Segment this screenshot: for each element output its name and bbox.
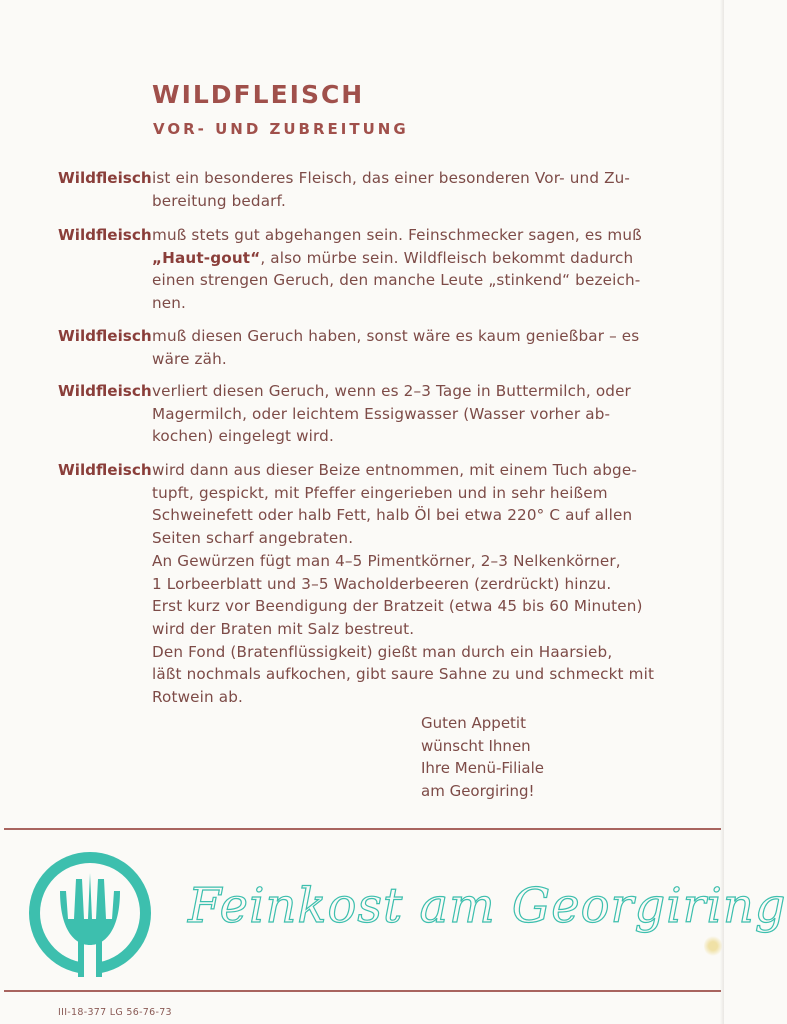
paragraph-4: [58, 380, 668, 448]
print-code: III-18-377 LG 56-76-73: [58, 1007, 172, 1018]
greeting-line: am Georgiring!: [421, 781, 535, 800]
paragraph-body: [152, 224, 668, 315]
paragraph-body: [152, 325, 668, 370]
text-line: [152, 247, 668, 270]
page-subtitle: VOR- UND ZUBREITUNG: [153, 120, 409, 138]
text-line: An Gewürzen fügt man 4–5 Pimentkörner, 2–3 Nelkenkörner,: [152, 551, 621, 570]
footer-top-rule: [4, 828, 721, 830]
text-line: wäre zäh.: [152, 349, 227, 368]
brand-text-part: Feinkost am: [188, 878, 512, 934]
brand-text-part: Georgiring: [511, 878, 787, 934]
text-fragment: , also mürbe sein. Wildfleisch bekommt dadurch: [260, 248, 634, 267]
text-line: wird der Braten mit Salz bestreut.: [152, 619, 415, 638]
greeting-line: Guten Appetit: [421, 714, 526, 732]
text-line: Magermilch, oder leichtem Essigwasser (Wasser vorher ab-: [152, 404, 611, 423]
paragraph-body: [152, 167, 668, 212]
paragraph-lead: Wildfleisch: [58, 169, 152, 187]
fork-in-circle-icon: [26, 849, 154, 977]
paragraph-lead: Wildfleisch: [58, 327, 152, 345]
text-line: einen strengen Geruch, den manche Leute „stinkend“ bezeich-: [152, 271, 641, 290]
paragraph-3: [58, 325, 668, 370]
greeting-line: wünscht Ihnen: [421, 736, 531, 755]
paragraph-body: [152, 380, 668, 448]
page-title: WILDFLEISCH: [152, 80, 365, 109]
paragraph-body: [152, 459, 668, 709]
text-line: Den Fond (Bratenflüssigkeit) gießt man durch ein Haarsieb,: [152, 642, 613, 661]
text-line: tupft, gespickt, mit Pfeffer eingerieben und in sehr heißem: [152, 483, 608, 502]
paper-stain: [704, 935, 722, 957]
text-line: Rotwein ab.: [152, 688, 243, 707]
footer-bottom-rule: [4, 990, 721, 992]
paragraph-lead: Wildfleisch: [58, 382, 152, 400]
text-line: bereitung bedarf.: [152, 191, 286, 210]
paragraph-lead: Wildfleisch: [58, 226, 152, 244]
text-line: Erst kurz vor Beendigung der Bratzeit (etwa 45 bis 60 Minuten): [152, 597, 643, 616]
text-line: kochen) eingelegt wird.: [152, 427, 334, 446]
text-line: verliert diesen Geruch, wenn es 2–3 Tage in Buttermilch, oder: [152, 382, 631, 400]
text-line: wird dann aus dieser Beize entnommen, mit einem Tuch abge-: [152, 461, 637, 479]
text-line: muß stets gut abgehangen sein. Feinschmecker sagen, es muß: [152, 226, 642, 244]
text-line: nen.: [152, 294, 187, 313]
paragraph-5: [58, 459, 668, 709]
text-line: muß diesen Geruch haben, sonst wäre es kaum genießbar – es: [152, 327, 640, 345]
greeting-line: Ihre Menü-Filiale: [421, 759, 544, 777]
text-line: läßt nochmals aufkochen, gibt saure Sahne zu und schmeckt mit: [152, 665, 655, 684]
haut-gout-term: „Haut-gout“: [152, 248, 261, 267]
text-line: Seiten scharf angebraten.: [152, 529, 354, 548]
paragraph-lead: Wildfleisch: [58, 461, 152, 479]
closing-greeting: [421, 712, 544, 802]
paragraph-1: [58, 167, 668, 212]
paragraph-2: [58, 224, 668, 315]
text-line: ist ein besonderes Fleisch, das einer besonderen Vor- und Zu-: [152, 169, 631, 187]
text-line: 1 Lorbeerblatt und 3–5 Wacholderbeeren (zerdrückt) hinzu.: [152, 574, 612, 593]
page-edge: [720, 0, 724, 1024]
brand-wordmark: [188, 878, 787, 934]
text-line: Schweinefett oder halb Fett, halb Öl bei etwa 220° C auf allen: [152, 506, 633, 525]
